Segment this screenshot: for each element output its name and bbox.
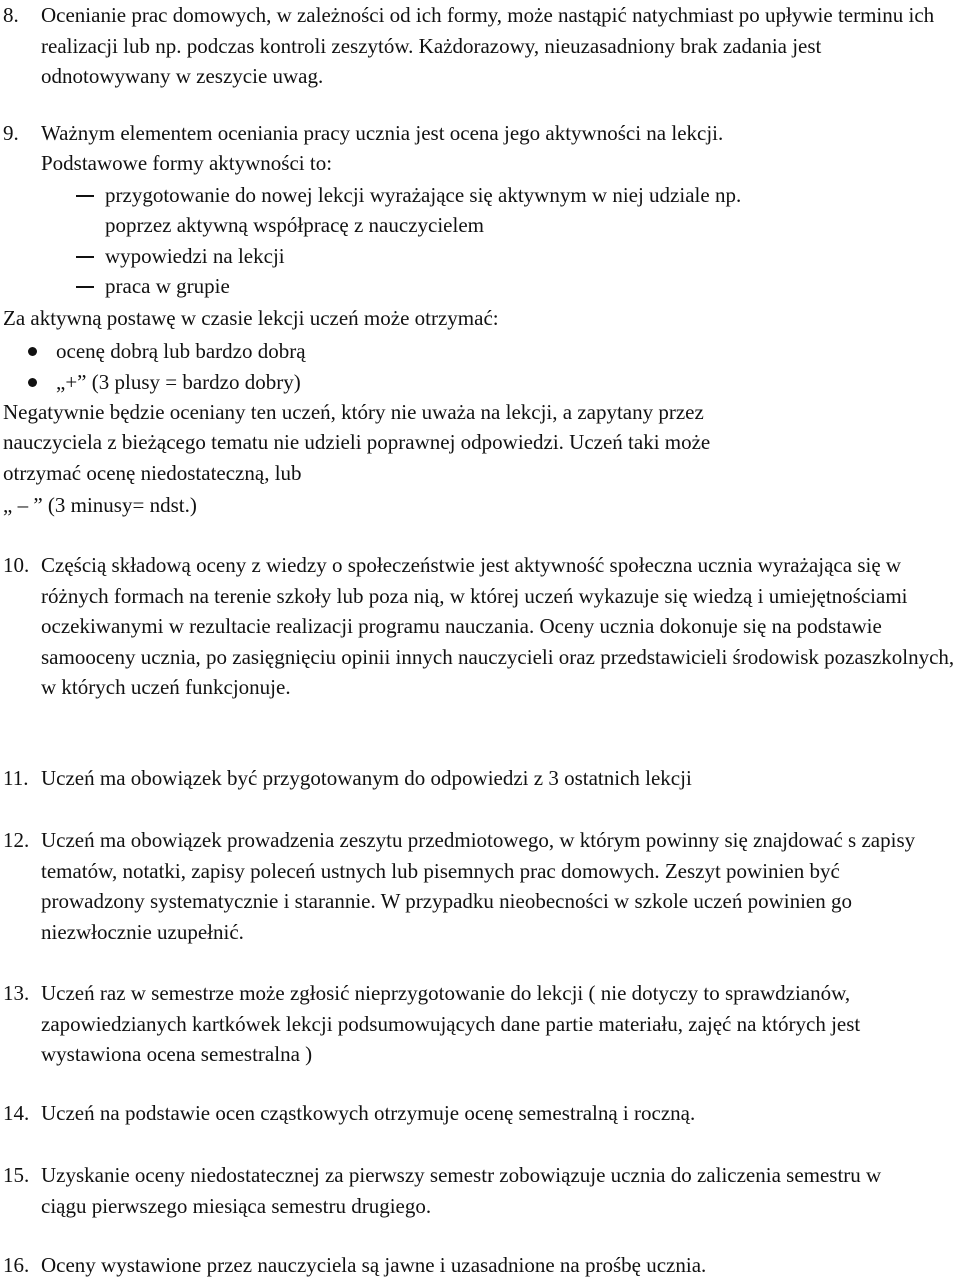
item-8-number: 8. (3, 3, 19, 27)
bullet-item-text: ocenę dobrą lub bardzo dobrą (56, 339, 306, 363)
item-13-number: 13. (3, 981, 30, 1005)
bullet-item-text: „+” (3 plusy = bardzo dobry) (56, 370, 301, 394)
item-12-number: 12. (3, 828, 30, 852)
item-14-number: 14. (3, 1101, 30, 1125)
item-10-text: Częścią składową oceny z wiedzy o społeczeństwie jest aktywność społeczna ucznia wyrażająca się w różnych formach na terenie szkoły lub poza nią, w której uczeń wykazuje się wiedzą i umiejętnościami oczekiwanymi w rezultacie realizacji programu nauczania. Oceny ucznia dokonuje się na podstawie samooceny ucznia, po zasięgnięciu opinii innych nauczycieli oraz przedstawicieli środowisk pozaszkolnych, w których uczeń funkcjonuje. (41, 553, 955, 699)
item-13-text: Uczeń raz w semestrze może zgłosić nieprzygotowanie do lekcji ( nie dotyczy to sprawdzianów, zapowiedzianych kartkówek lekcji podsumowujących dane partie materiału, zajęć na których jest wystawiona ocena semestralna ) (41, 981, 861, 1066)
negative-line-4: „ – ” (3 minusy= ndst.) (3, 493, 197, 517)
item-9-line-2: Podstawowe formy aktywności to: (41, 151, 333, 175)
item-9-number: 9. (3, 121, 19, 145)
negative-line-2: nauczyciela z bieżącego tematu nie udzieli poprawnej odpowiedzi. Uczeń taki może (3, 430, 711, 454)
item-11-number: 11. (3, 766, 29, 790)
item-12-text: Uczeń ma obowiązek prowadzenia zeszytu przedmiotowego, w którym powinny się znajdować s zapisy tematów, notatki, zapisy poleceń ustnych lub pisemnych prac domowych. Zeszyt powinien być prowadzony systematycznie i starannie. W przypadku nieobecności w szkole uczeń powinien go niezwłocznie uzupełnić. (41, 828, 916, 944)
item-9-line-1: Ważnym elementem oceniania pracy ucznia jest ocena jego aktywności na lekcji. (41, 121, 724, 145)
item-8-text: Ocenianie prac domowych, w zależności od ich formy, może nastąpić natychmiast po upływie terminu ich realizacji lub np. podczas kontroli zeszytów. Każdorazowy, nieuzasadniony brak zadania jest odnotowywany w zeszycie uwag. (41, 3, 935, 88)
item-16-number: 16. (3, 1253, 30, 1277)
dash-item-continuation: poprzez aktywną współpracę z nauczycielem (105, 213, 484, 237)
active-attitude-intro: Za aktywną postawę w czasie lekcji uczeń może otrzymać: (3, 306, 499, 330)
dash-item-text: praca w grupie (105, 274, 230, 298)
item-10-number: 10. (3, 553, 30, 577)
item-14-text: Uczeń na podstawie ocen cząstkowych otrzymuje ocenę semestralną i roczną. (41, 1101, 696, 1125)
item-16-text: Oceny wystawione przez nauczyciela są jawne i uzasadnione na prośbę ucznia. (41, 1253, 707, 1277)
negative-line-1: Negatywnie będzie oceniany ten uczeń, który nie uważa na lekcji, a zapytany przez (3, 400, 704, 424)
dash-item-text: wypowiedzi na lekcji (105, 244, 285, 268)
dash-item-text: przygotowanie do nowej lekcji wyrażające się aktywnym w niej udziale np. (105, 183, 742, 207)
item-15-number: 15. (3, 1163, 30, 1187)
negative-line-3: otrzymać ocenę niedostateczną, lub (3, 461, 302, 485)
item-11-text: Uczeń ma obowiązek być przygotowanym do odpowiedzi z 3 ostatnich lekcji (41, 766, 692, 790)
item-15-text: Uzyskanie oceny niedostatecznej za pierwszy semestr zobowiązuje ucznia do zaliczenia semestru w ciągu pierwszego miesiąca semestru drugiego. (41, 1163, 882, 1218)
